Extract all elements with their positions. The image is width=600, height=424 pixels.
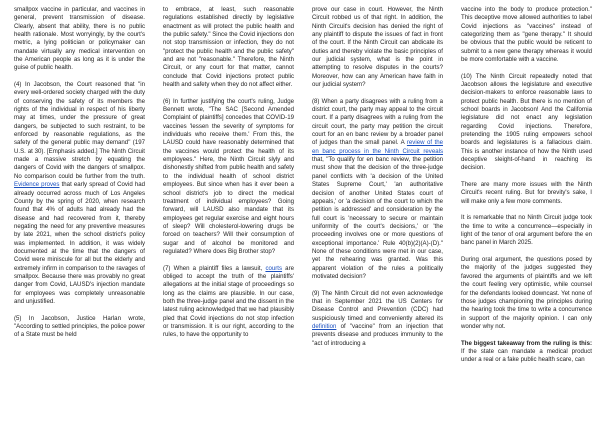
text-run: If the state can mandate a medical product under a real or a fake public health scare, can xyxy=(461,347,592,364)
text-run: vaccine into the body to produce protection." This deceptive move allowed authorities to label Covid injections as "vaccines" instead of categorizing them as "gene therapy." It should be obvious that the public would be reticent to submit to a new gene therapy whereas it would be more comfortable with a vaccine. xyxy=(461,6,592,64)
text-run: (6) In further justifying the court's ruling, Judge Bennett wrote, "The SAC [Second Amended Complaint of plaintiffs] concedes that COVID-19 vaccines 'lessen the severity of symptoms for individuals who receive them.' From this, the LAUSD could have reasonably determined that the vaccines would protect the health of its employees." Here, the Ninth Circuit slyly and dishonestly shifted from public health and safety to the individual health of school district employees. But since when has it ever been a school district's job to direct the medical treatment of individual employees? Going forward, will LAUSD also mandate that its employees get regular exercise and eight hours of sleep? Will cholesterol-lowering drugs be forced on teachers? Will their consumption of sugar and of alcohol be monitored and regulated? Where does Big Brother stop? xyxy=(163,97,294,255)
text-run: prove our case in court. However, the Ninth Circuit robbed us of that right. In addition, the Ninth Circuit's decision has denied the right of any plaintiff to dispute the issues of fact in front of the court. If the Ninth Circuit can abdicate its duties and thereby violate the basic principles of our judicial system, what is the point in attempting to resolve disputes in the courts? Moreover, how can any American have faith in our judicial system? xyxy=(312,6,443,89)
text-run: are obliged to accept the truth of the plaintiffs' allegations at the initial stage of proceedings so long as the claims are plausible. In our case, both the three-judge panel and the dissent in the latest ruling acknowledged that we had plausibly pled that Covid injections do not stop infection or transmission. It is our right, according to the rules, to have the opportunity to xyxy=(163,264,294,339)
paragraph xyxy=(461,6,592,64)
paragraph xyxy=(461,73,592,173)
paragraph xyxy=(163,265,294,340)
text-run: (10) The Ninth Circuit repeatedly noted that Jacobson allows the legislature and executive decision-makers to enforce reasonable laws to protect public health. But there is no mention of school boards in Jacobson! And the California legislature did not enact any legislation regarding Covid injections. Therefore, pretending the 1905 ruling empowers school boards and legislatures is a fallacious claim. This is another instance of how the Ninth used deceptive sleight-of-hand in reaching its decision. xyxy=(461,72,592,172)
paragraph xyxy=(461,256,592,331)
text-run: (9) The Ninth Circuit did not even acknowledge that in September 2021 the US Centers for Disease Control and Prevention (CDC) had suspiciously timed and conveniently altered its xyxy=(312,289,443,322)
paragraph xyxy=(163,6,294,89)
text-run: (8) When a party disagrees with a ruling from a district court, the party may appeal to the circuit court. If a party disagrees with a ruling from the circuit court, the party may petition the circuit court for an en banc review by a broader panel of judges than the small panel. A xyxy=(312,97,443,147)
paragraph xyxy=(312,6,443,89)
text-column-4 xyxy=(461,6,592,424)
bold-text-run: The biggest takeaway from the ruling is this: xyxy=(461,339,592,347)
text-column-3 xyxy=(312,6,443,424)
text-column-1 xyxy=(14,6,145,424)
inline-link[interactable]: review of the en banc process in the Ninth Circuit reveals xyxy=(312,139,443,155)
text-run: There are many more issues with the Ninth Circuit's recent ruling. But for brevity's sake, I will make only a few more comments. xyxy=(461,181,592,205)
paragraph xyxy=(14,81,145,306)
text-run: that early spread of Covid had already occurred across much of Los Angeles County by the spring of 2020, when research found that 4% of adults had already had the disease and had recovered from it, thereby negating the need for any preventive measures by late 2021, when the school district's policy was implemented. In addition, it was widely documented at the time that the dangers of Covid were miniscule for all but the elderly and extremely infirm in comparison to the ravages of smallpox. Because there was provably no great danger from Covid, LAUSD's injection mandate for employees was completely unreasonable and unjustified. xyxy=(14,181,145,305)
paragraph xyxy=(461,340,592,365)
text-run: smallpox vaccine in particular, and vaccines in general, prevent transmission of disease. Clearly, absent that ability, there is no public health rationale. Most worryingly, by the court's metric, a lying politician or policymaker can mandate virtually any medical intervention on the American people as long as it is under the guise of public health. xyxy=(14,6,145,72)
paragraph xyxy=(14,6,145,73)
text-run: to embrace, at least, such reasonable regulations established directly by legislative enactment as will protect the public health and the public safety." Since the Covid injections don not stop transmission or infection, they do not "protect the public health and the public safety" and are not "reasonable." Therefore, the Ninth Circuit, or any court for that matter, cannot conclude that Covid injections protect public health and safety when they do not affect either. xyxy=(163,6,294,89)
text-run: of "vaccine" from an injection that prevents disease and produces immunity to the "act of introducing a xyxy=(312,322,443,347)
paragraph xyxy=(163,98,294,257)
inline-link[interactable]: Evidence proves xyxy=(14,181,60,189)
paragraph xyxy=(461,181,592,206)
text-run: It is remarkable that no Ninth Circuit judge took the time to write a concurrence—especially in light of the tenor of oral argument before the en banc panel in March 2025. xyxy=(461,214,592,247)
paragraph xyxy=(312,98,443,282)
paragraph xyxy=(312,290,443,348)
text-run: (4) In Jacobson, the Court reasoned that "in every well-ordered society charged with the duty of conserving the safety of its members the rights of the individual in respect of his liberty may at times, under the pressure of great dangers, be subjected to such restraint, to be enforced by reasonable regulations, as the safety of the general public may demand" (197 U.S. at 30). [Emphasis added.] The Ninth Circuit made a massive stretch by equating the dangers of Covid with the dangers of smallpox. No comparison could be further from the truth. xyxy=(14,81,145,180)
paragraph xyxy=(14,315,145,340)
paragraph xyxy=(461,214,592,247)
text-column-2 xyxy=(163,6,294,424)
text-run: (5) In Jacobson, Justice Harlan wrote, "According to settled principles, the police power of a State must be held xyxy=(14,314,145,339)
text-run: that, "To qualify for en banc review, the petition must show that the decision of the three-judge panel conflicts with 'a decision of the United States Supreme Court,' 'an authoritative decision of another United States court of appeals,' or 'a decision of the court to which the petition is addressed' and consideration by the full court is 'necessary to secure or maintain uniformity of the court's decisions,' or 'the proceeding involves one or more questions of exceptional importance.' Rule 40(b)(2)(A)-(D)." None of these conditions were met in our case, yet the rehearing was granted. Was this apparent violation of the rules a politically motivated decision? xyxy=(312,156,443,280)
inline-link[interactable]: courts xyxy=(265,264,283,272)
text-run: During oral argument, the questions posed by the majority of the judges suggested they favored the arguments of plaintiffs and we left the court feeling very optimistic, while counsel for the defendants looked downcast. Yet none of those judges championing the principles during the hearing took the time to write a concurrence in support of the majority opinion. I can only wonder why not. xyxy=(461,256,592,330)
text-run: (7) When a plaintiff files a lawsuit, xyxy=(163,264,266,272)
inline-link[interactable]: definition xyxy=(312,322,337,330)
